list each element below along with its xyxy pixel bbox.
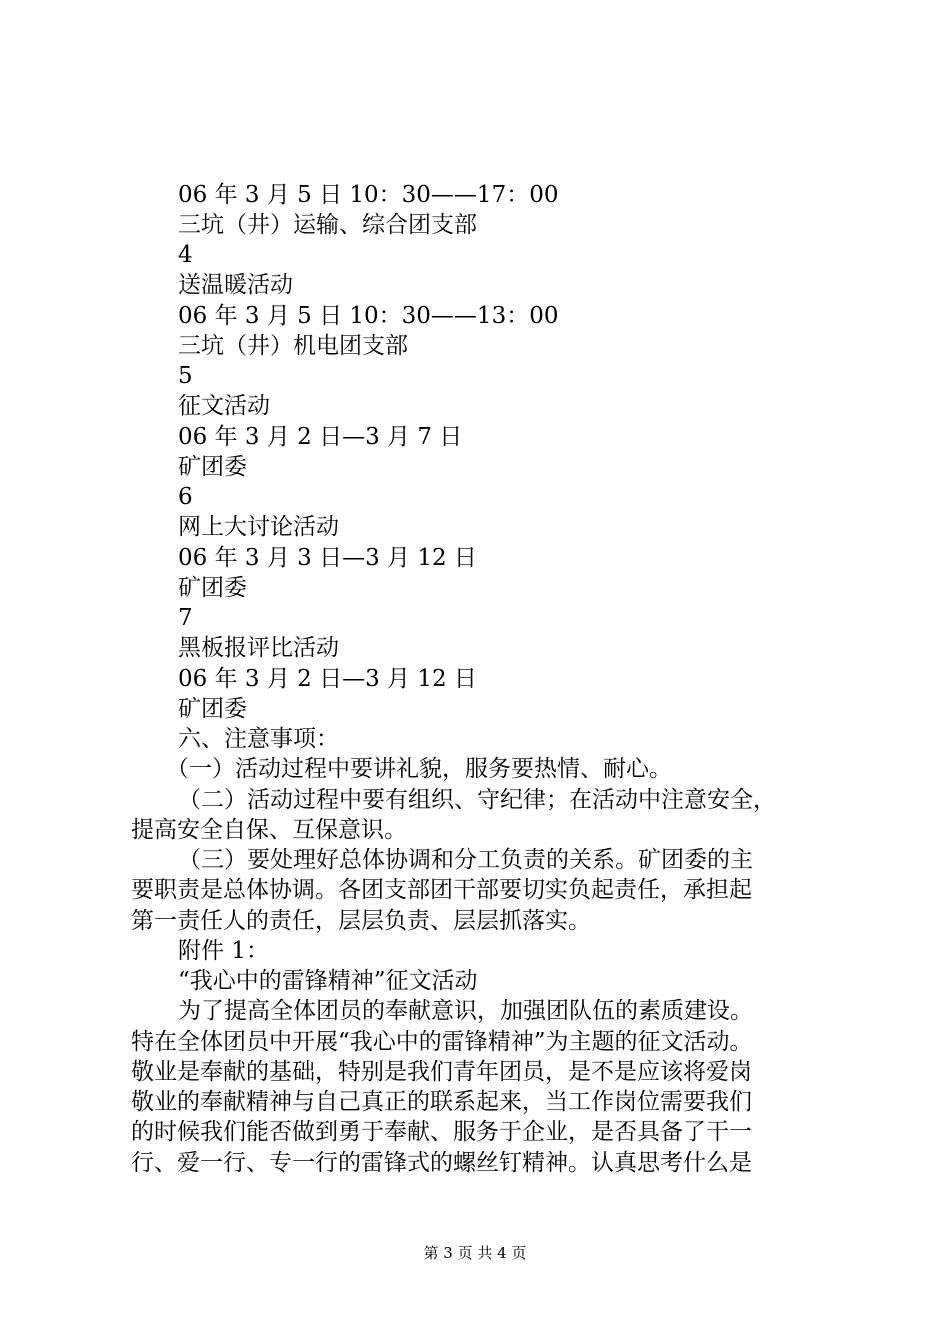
- schedule-line: 06 年 3 月 5 日 10：30——17：00: [178, 182, 559, 208]
- schedule-line: 矿团委: [178, 696, 247, 722]
- schedule-line: 矿团委: [178, 575, 247, 601]
- body-paragraph-line: 的时候我们能否做到勇于奉献、服务于企业，是否具备了干一: [131, 1119, 752, 1145]
- schedule-line: 06 年 3 月 3 日—3 月 12 日: [178, 545, 477, 571]
- note-item-continuation: 要职责是总体协调。各团支部团干部要切实负起责任，承担起: [131, 877, 752, 903]
- page-number-footer: 第 3 页 共 4 页: [423, 1244, 527, 1262]
- body-paragraph-line: 为了提高全体团员的奉献意识，加强团队伍的素质建设。: [178, 998, 753, 1024]
- schedule-line: 三坑（井）运输、综合团支部: [178, 212, 477, 238]
- body-paragraph-line: 敬业是奉献的基础，特别是我们青年团员，是不是应该将爱岗: [131, 1059, 752, 1085]
- notes-heading: 六、注意事项：: [178, 726, 339, 752]
- attachment-title: “我心中的雷锋精神”征文活动: [178, 968, 478, 994]
- attachment-label: 附件 1：: [178, 938, 269, 964]
- schedule-line: 6: [178, 484, 193, 510]
- note-item-continuation: 提高安全自保、互保意识。: [131, 817, 407, 843]
- schedule-line: 网上大讨论活动: [178, 514, 339, 540]
- schedule-line: 矿团委: [178, 454, 247, 480]
- schedule-line: 4: [178, 242, 193, 268]
- body-paragraph-line: 行、爱一行、专一行的雷锋式的螺丝钉精神。认真思考什么是: [131, 1150, 752, 1176]
- schedule-line: 送温暖活动: [178, 272, 293, 298]
- note-item: （三）要处理好总体协调和分工负责的关系。矿团委的主: [178, 847, 753, 873]
- body-paragraph-line: 敬业的奉献精神与自己真正的联系起来，当工作岗位需要我们: [131, 1089, 752, 1115]
- schedule-line: 06 年 3 月 2 日—3 月 7 日: [178, 424, 463, 450]
- note-item-continuation: 第一责任人的责任，层层负责、层层抓落实。: [131, 908, 591, 934]
- schedule-line: 三坑（井）机电团支部: [178, 333, 408, 359]
- schedule-line: 5: [178, 363, 193, 389]
- schedule-line: 06 年 3 月 2 日—3 月 12 日: [178, 666, 477, 692]
- note-item: （一）活动过程中要讲礼貌，服务要热情、耐心。: [166, 756, 672, 782]
- note-item: （二）活动过程中要有组织、守纪律；在活动中注意安全，: [178, 787, 776, 813]
- schedule-line: 7: [178, 605, 193, 631]
- body-paragraph-line: 特在全体团员中开展“我心中的雷锋精神”为主题的征文活动。: [131, 1029, 753, 1055]
- schedule-line: 征文活动: [178, 393, 270, 419]
- schedule-line: 06 年 3 月 5 日 10：30——13：00: [178, 303, 559, 329]
- schedule-line: 黑板报评比活动: [178, 635, 339, 661]
